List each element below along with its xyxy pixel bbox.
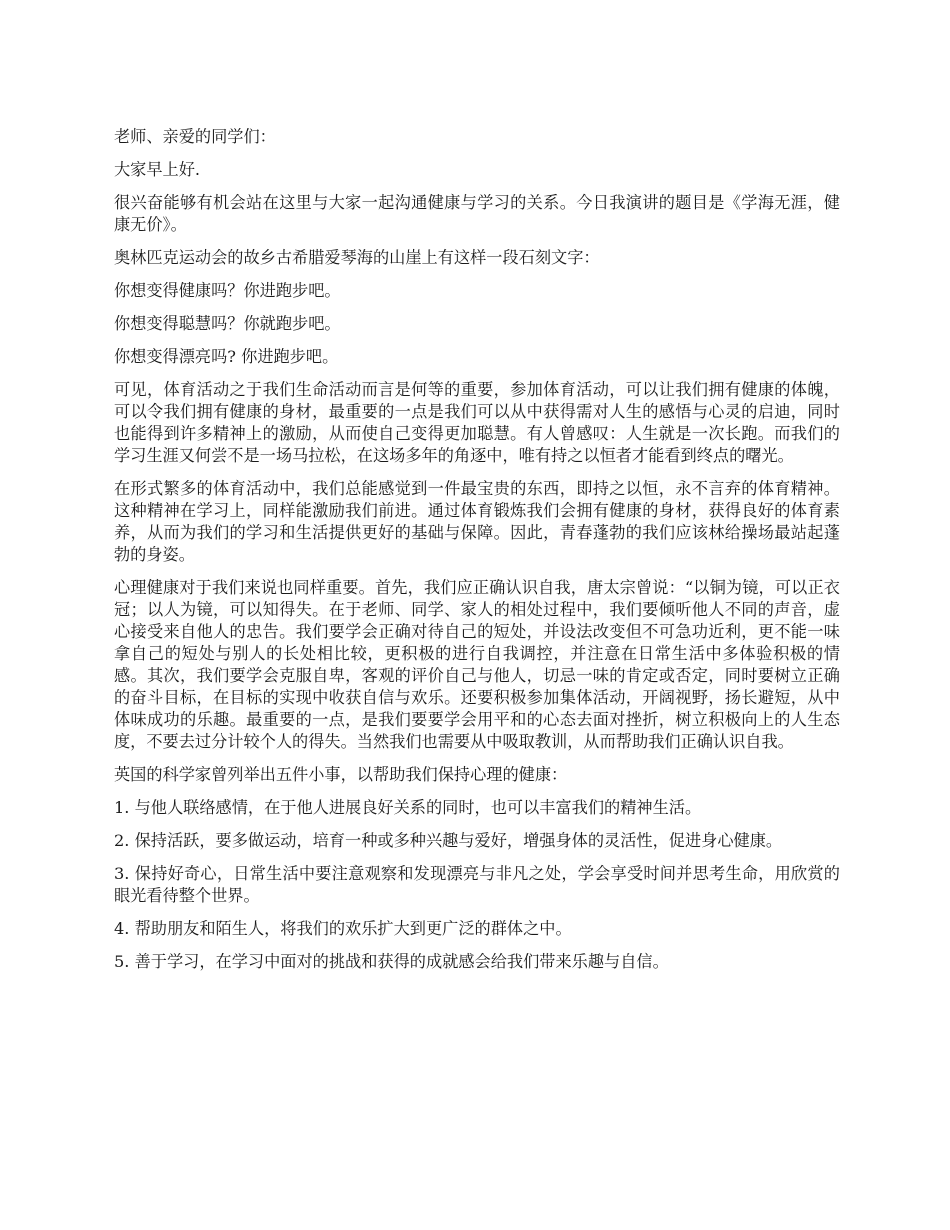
document-body [114, 126, 840, 984]
list-item: 3. 保持好奇心，日常生活中要注意观察和发现漂亮与非凡之处，学会享受时间并思考生命，用欣赏的眼光看待整个世界。 [114, 864, 840, 905]
greeting: 大家早上好. [114, 160, 201, 179]
mental-health-paragraph: 心理健康对于我们来说也同样重要。首先，我们应正确认识自我，唐太宗曾说：“以铜为镜，可以正衣冠；以人为镜，可以知得失。在于老师、同学、家人的相处过程中，我们要倾听他人不同的声音，虚心接受来自他人的忠告。我们要学会正确对待自己的短处，并设法改变但不可急功近利，更不能一味拿自己的短处与别人的长处相比较，更积极的进行自我调控，并注意在日常生活中多体验积极的情感。其次，我们要学会克服自卑，客观的评价自己与他人，切忌一味的肯定或否定，同时要树立正确的奋斗目标，在目标的实现中收获自信与欢乐。还要积极参加集体活动，开阔视野，扬长避短，从中体味成功的乐趣。最重要的一点，是我们要要学会用平和的心态去面对挫折，树立积极向上的人生态度，不要去过分计较个人的得失。当然我们也需要从中吸取教训，从而帮助我们正确认识自我。 [114, 578, 840, 751]
list-item: 5. 善于学习，在学习中面对的挑战和获得的成就感会给我们带来乐趣与自信。 [114, 952, 669, 971]
inscription-intro: 奥林匹克运动会的故乡古希腊爱琴海的山崖上有这样一段石刻文字： [114, 248, 600, 267]
list-item: 1. 与他人联络感情，在于他人进展良好关系的同时，也可以丰富我们的精神生活。 [114, 798, 702, 817]
list-item: 4. 帮助朋友和陌生人，将我们的欢乐扩大到更广泛的群体之中。 [114, 919, 572, 938]
five-things-intro: 英国的科学家曾列举出五件小事，以帮助我们保持心理的健康： [114, 765, 568, 784]
intro-paragraph: 很兴奋能够有机会站在这里与大家一起沟通健康与学习的关系。今日我演讲的题目是《学海无涯，健康无价》。 [114, 193, 840, 234]
sports-spirit-paragraph: 在形式繁多的体育活动中，我们总能感觉到一件最宝贵的东西，即持之以恒，永不言弃的体育精神。这种精神在学习上，同样能激励我们前进。通过体育锻炼我们会拥有健康的身材，获得良好的体育素养，从而为我们的学习和生活提供更好的基础与保障。因此，青春蓬勃的我们应该林给操场最站起蓬勃的身姿。 [114, 479, 840, 564]
inscription-line-health: 你想变得健康吗？你进跑步吧。 [114, 281, 341, 300]
inscription-line-beauty: 你想变得漂亮吗? 你进跑步吧。 [114, 347, 339, 366]
salutation: 老师、亲爱的同学们： [114, 127, 276, 146]
list-item: 2. 保持活跃，要多做运动，培育一种或多种兴趣与爱好，增强身体的灵活性，促进身心健康。 [114, 831, 783, 850]
inscription-line-wisdom: 你想变得聪慧吗？你就跑步吧。 [114, 314, 341, 333]
sports-importance-paragraph: 可见，体育活动之于我们生命活动而言是何等的重要，参加体育活动，可以让我们拥有健康的体魄，可以令我们拥有健康的身材，最重要的一点是我们可以从中获得需对人生的感悟与心灵的启迪，同时也能得到许多精神上的激励，从而使自己变得更加聪慧。有人曾感叹：人生就是一次长跑。而我们的学习生涯又何尝不是一场马拉松，在这场多年的角逐中，唯有持之以恒者才能看到终点的曙光。 [114, 380, 840, 465]
